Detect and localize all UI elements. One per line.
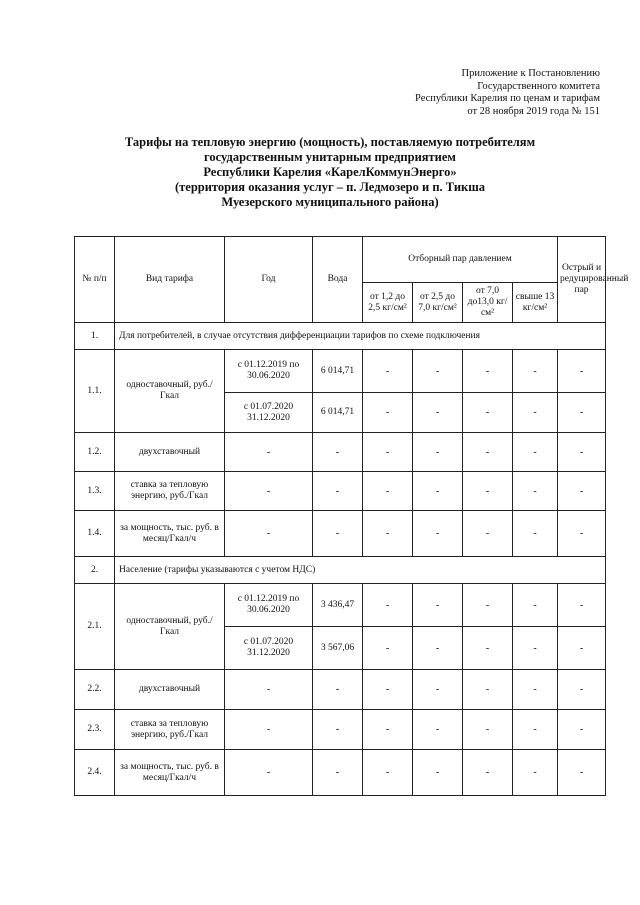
row-num: 1.1. [75, 350, 115, 433]
dash-cell: - [413, 670, 463, 710]
dash-cell: - [558, 710, 606, 750]
row-num: 2.1. [75, 584, 115, 670]
dash-cell: - [363, 350, 413, 393]
table-row [75, 433, 606, 472]
dash-cell: - [558, 627, 606, 670]
header-sharp-steam: Острый и редуцированный пар [558, 237, 606, 323]
dash-cell: - [413, 710, 463, 750]
dash-cell: - [463, 750, 513, 796]
dash-cell: - [463, 670, 513, 710]
appendix-block [415, 68, 600, 118]
dash-cell: - [463, 472, 513, 511]
tariff-type: за мощность, тыс. руб. в месяц/Гкал/ч [115, 511, 225, 557]
dash-cell: - [363, 627, 413, 670]
dash-cell: - [363, 472, 413, 511]
dash-cell: - [463, 710, 513, 750]
dash-cell: - [463, 433, 513, 472]
dash-cell: - [558, 433, 606, 472]
dash-cell: - [513, 750, 558, 796]
row-num: 1.3. [75, 472, 115, 511]
dash-cell: - [413, 350, 463, 393]
dash-cell: - [413, 584, 463, 627]
appendix-line: от 28 ноября 2019 года № 151 [467, 105, 600, 117]
dash-cell: - [363, 433, 413, 472]
dash-cell: - [225, 750, 313, 796]
dash-cell: - [413, 750, 463, 796]
header-year: Год [225, 237, 313, 323]
row-num: 2. [75, 557, 115, 584]
section-label: Население (тарифы указываются с учетом НДС) [115, 557, 606, 584]
dash-cell: - [413, 393, 463, 433]
dash-cell: - [463, 350, 513, 393]
table-row [75, 472, 606, 511]
dash-cell: - [225, 710, 313, 750]
dash-cell: - [558, 393, 606, 433]
dash-cell: - [513, 627, 558, 670]
header-num: № п/п [75, 237, 115, 323]
dash-cell: - [558, 511, 606, 557]
title-line: (территория оказания услуг – п. Ледмозеро и п. Тикша [174, 180, 486, 194]
dash-cell: - [513, 433, 558, 472]
dash-cell: - [363, 393, 413, 433]
title-line: государственным унитарным предприятием [204, 150, 456, 164]
table-row [75, 323, 606, 350]
dash-cell: - [363, 584, 413, 627]
tariff-table [74, 236, 629, 796]
tariff-type: двухставочный [115, 670, 225, 710]
table-row [75, 750, 606, 796]
tariff-type: за мощность, тыс. руб. в месяц/Гкал/ч [115, 750, 225, 796]
dash-cell: - [313, 710, 363, 750]
appendix-line: Государственного комитета [477, 80, 600, 92]
dash-cell: - [513, 472, 558, 511]
dash-cell: - [313, 511, 363, 557]
dash-cell: - [363, 750, 413, 796]
dash-cell: - [313, 472, 363, 511]
tariff-type: одноставочный, руб./Гкал [115, 584, 225, 670]
row-num: 1.4. [75, 511, 115, 557]
dash-cell: - [513, 710, 558, 750]
dash-cell: - [463, 393, 513, 433]
dash-cell: - [313, 670, 363, 710]
period: с 01.07.2020 31.12.2020 [225, 393, 313, 433]
dash-cell: - [225, 670, 313, 710]
dash-cell: - [413, 433, 463, 472]
dash-cell: - [413, 472, 463, 511]
water-value: 3 436,47 [313, 584, 363, 627]
dash-cell: - [225, 472, 313, 511]
table-row [75, 350, 606, 393]
dash-cell: - [463, 627, 513, 670]
header-steam-range: от 2,5 до 7,0 кг/см² [413, 283, 463, 323]
dash-cell: - [363, 511, 413, 557]
period: с 01.12.2019 по 30.06.2020 [225, 350, 313, 393]
dash-cell: - [225, 511, 313, 557]
row-num: 1.2. [75, 433, 115, 472]
table-row [75, 557, 606, 584]
dash-cell: - [363, 710, 413, 750]
dash-cell: - [225, 433, 313, 472]
header-steam-range: свыше 13 кг/см² [513, 283, 558, 323]
dash-cell: - [463, 511, 513, 557]
appendix-line: Республики Карелия по ценам и тарифам [415, 93, 600, 104]
document-title [60, 135, 600, 210]
title-line: Тарифы на тепловую энергию (мощность), поставляемую потребителям [124, 135, 536, 149]
table-row [75, 584, 606, 627]
dash-cell: - [363, 670, 413, 710]
row-num: 2.4. [75, 750, 115, 796]
dash-cell: - [513, 393, 558, 433]
water-value: 6 014,71 [313, 393, 363, 433]
header-steam-range: от 7,0 до13,0 кг/см² [463, 283, 513, 323]
water-value: 6 014,71 [313, 350, 363, 393]
dash-cell: - [513, 511, 558, 557]
period: с 01.07.2020 31.12.2020 [225, 627, 313, 670]
dash-cell: - [513, 350, 558, 393]
table-row [75, 670, 606, 710]
appendix-line: Приложение к Постановлению [461, 68, 600, 79]
dash-cell: - [413, 627, 463, 670]
water-value: 3 567,06 [313, 627, 363, 670]
dash-cell: - [558, 584, 606, 627]
header-water: Вода [313, 237, 363, 323]
title-line: Муезерского муниципального района) [221, 195, 439, 209]
tariff-type: одноставочный, руб./Гкал [115, 350, 225, 433]
header-tariff-type: Вид тарифа [115, 237, 225, 323]
tariff-type: ставка за тепловую энергию, руб./Гкал [115, 710, 225, 750]
table-row [75, 710, 606, 750]
row-num: 1. [75, 323, 115, 350]
dash-cell: - [413, 511, 463, 557]
header-steam: Отборный пар давлением [363, 237, 558, 283]
row-num: 2.3. [75, 710, 115, 750]
section-label: Для потребителей, в случае отсутствия дифференциации тарифов по схеме подключения [115, 323, 606, 350]
tariff-type: ставка за тепловую энергию, руб./Гкал [115, 472, 225, 511]
dash-cell: - [313, 433, 363, 472]
period: с 01.12.2019 по 30.06.2020 [225, 584, 313, 627]
tariff-type: двухставочный [115, 433, 225, 472]
title-line: Республики Карелия «КарелКоммунЭнерго» [203, 165, 457, 179]
dash-cell: - [513, 670, 558, 710]
dash-cell: - [558, 750, 606, 796]
dash-cell: - [463, 584, 513, 627]
dash-cell: - [558, 350, 606, 393]
dash-cell: - [558, 670, 606, 710]
header-steam-range: от 1,2 до 2,5 кг/см² [363, 283, 413, 323]
dash-cell: - [558, 472, 606, 511]
table-row [75, 511, 606, 557]
row-num: 2.2. [75, 670, 115, 710]
dash-cell: - [313, 750, 363, 796]
dash-cell: - [513, 584, 558, 627]
